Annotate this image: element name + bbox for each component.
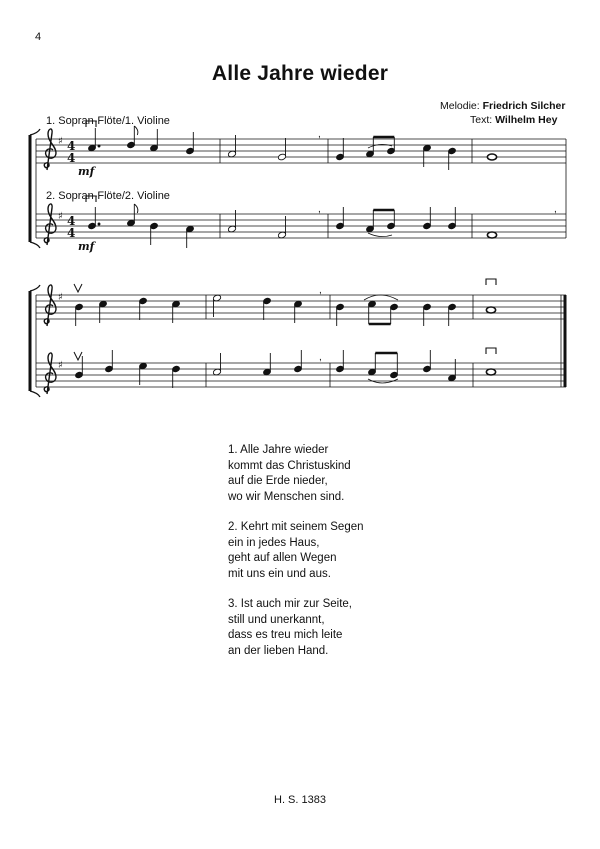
lyric-line: ein in jedes Haus, — [228, 536, 320, 549]
svg-text:4: 4 — [67, 139, 76, 153]
breath-mark: , — [319, 352, 322, 363]
stanza-2 — [228, 520, 364, 582]
treble-clef-icon — [44, 204, 56, 245]
staff-2-lines — [36, 214, 566, 238]
svg-text:♯: ♯ — [58, 360, 63, 371]
part-label-first: 1. Sopran-Flöte/1. Violine — [46, 115, 170, 127]
up-bow-icon — [74, 352, 82, 360]
lyric-line: 3. Ist auch mir zur Seite, — [228, 598, 352, 610]
text-author: Wilhelm Hey — [495, 114, 558, 126]
dynamic-marking: mf — [78, 165, 95, 178]
lyric-line: still und unerkannt, — [228, 613, 325, 626]
notes-system-2-staff-4 — [74, 348, 496, 388]
music-score — [0, 0, 600, 420]
breath-mark: , — [554, 204, 557, 215]
svg-text:4: 4 — [67, 226, 76, 240]
stanza-1 — [228, 443, 364, 505]
svg-text:♯: ♯ — [58, 136, 63, 147]
lyric-line: 2. Kehrt mit seinem Segen — [228, 521, 364, 533]
lyric-line: 1. Alle Jahre wieder — [228, 444, 329, 456]
svg-text:♯: ♯ — [58, 211, 63, 222]
lyric-line: wo wir Menschen sind. — [228, 490, 345, 503]
lyric-line: mit uns ein und aus. — [228, 567, 331, 580]
lyric-line: an der lieben Hand. — [228, 644, 329, 657]
melody-composer: Friedrich Silcher — [482, 100, 566, 112]
key-signature-sharp — [58, 136, 63, 222]
stanza-3 — [228, 597, 364, 659]
svg-text:4: 4 — [67, 214, 76, 228]
treble-clef-icon — [44, 353, 56, 394]
fermata-icon — [486, 348, 496, 354]
breath-mark: , — [319, 285, 322, 296]
staff-3-lines — [36, 295, 566, 319]
notes-system-1-staff-2 — [86, 196, 557, 248]
fermata-icon — [486, 279, 496, 285]
dynamic-marking: mf — [78, 240, 95, 253]
key-signature-sharp — [58, 292, 63, 371]
treble-clef-icon — [44, 285, 56, 326]
catalog-number: H. S. 1383 — [274, 794, 326, 806]
staff-system-1 — [30, 129, 566, 248]
lyric-line: geht auf allen Wegen — [228, 552, 337, 564]
melody-label: Melodie: — [440, 100, 480, 112]
lyric-line: dass es treu mich leite — [228, 629, 343, 641]
breath-mark: , — [318, 129, 321, 140]
lyric-line: kommt das Christuskind — [228, 459, 351, 472]
page-title: Alle Jahre wieder — [211, 62, 389, 85]
treble-clef-icon — [44, 129, 56, 170]
part-label-second: 2. Sopran-Flöte/2. Violine — [46, 190, 170, 202]
text-label: Text: — [470, 114, 493, 126]
svg-text:4: 4 — [67, 151, 76, 165]
down-bow-icon — [86, 196, 96, 202]
page-number: 4 — [35, 31, 42, 43]
time-signature — [67, 139, 75, 240]
staff-1-lines — [36, 139, 566, 163]
breath-mark: , — [318, 204, 321, 215]
down-bow-icon — [86, 121, 96, 127]
svg-text:♯: ♯ — [58, 292, 63, 303]
lyrics-block — [228, 443, 364, 674]
lyric-line: auf die Erde nieder, — [228, 475, 328, 487]
up-bow-icon — [74, 284, 82, 292]
